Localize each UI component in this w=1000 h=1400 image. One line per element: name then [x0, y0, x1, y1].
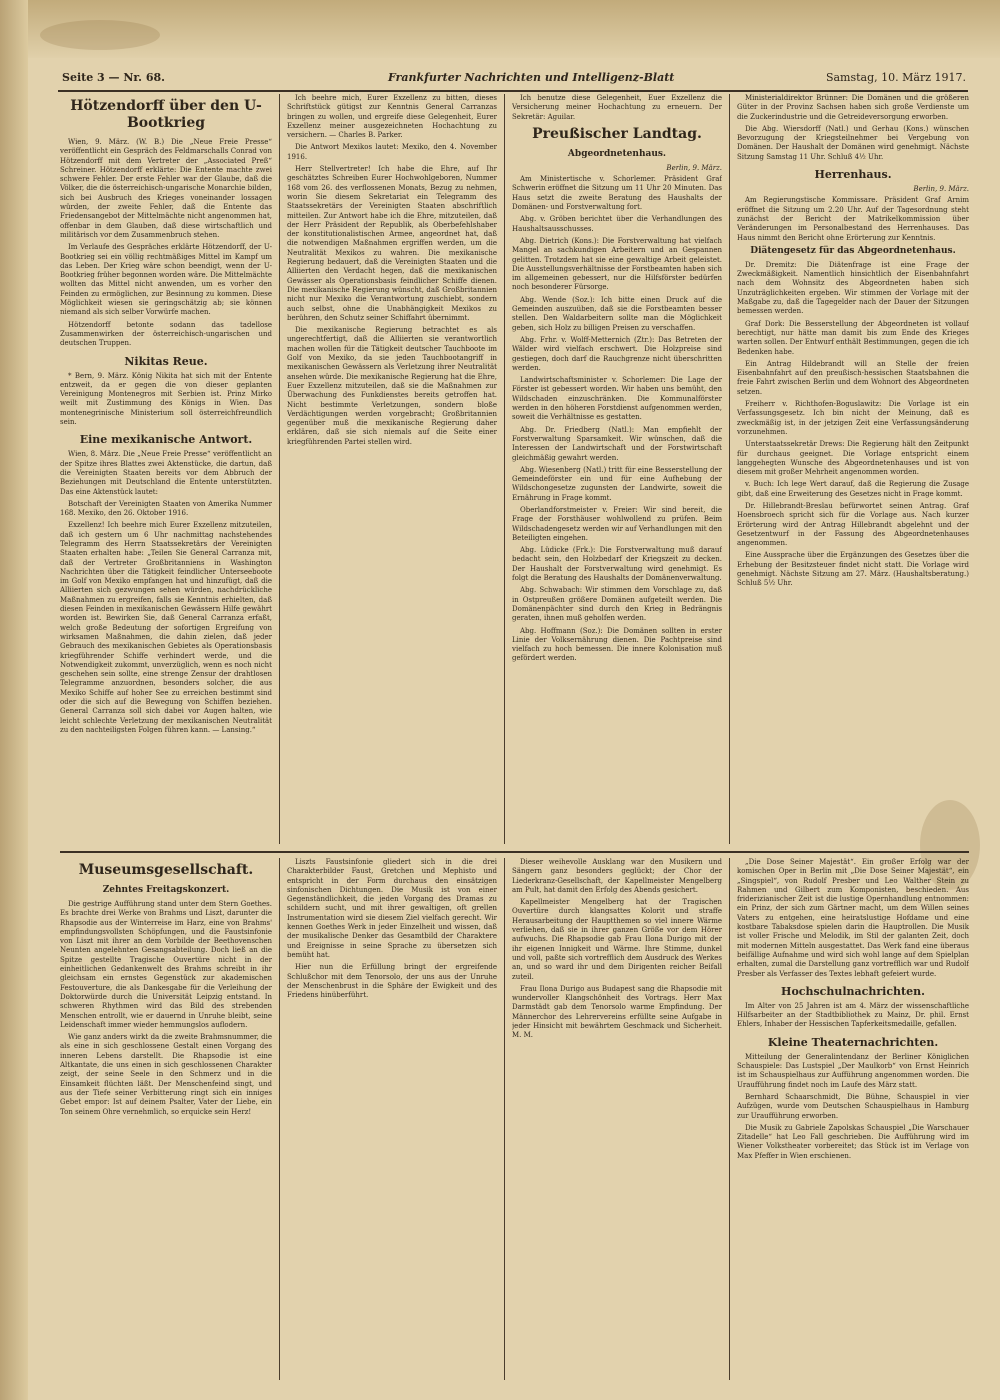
paragraph: Am Ministertische v. Schorlemer. Präsident Graf Schwerin eröffnet die Sitzung um 11 Uhr 20 Minuten. Das Haus setzt die zweite Beratung des Haushalts der Domänen- und Forstverwaltung fort.: [512, 175, 722, 212]
paragraph: Dieser weihevolle Ausklang war den Musikern und Sängern ganz besonders geglückt; der Chor der Liederkranz-Gesellschaft, der Kapellmeister Mengelberg am Pult, hat damit den Erfolg des Abends gesichert.: [512, 858, 722, 894]
paragraph: Botschaft der Vereinigten Staaten von Amerika Nummer 168. Mexiko, den 26. Oktober 1916.: [60, 499, 272, 518]
page-header: [58, 66, 968, 92]
column-rule: [504, 858, 505, 1380]
paragraph: Ich benutze diese Gelegenheit, Euer Exzellenz die Versicherung meiner Hochachtung zu erneuern. Der Sekretär: Aguilar.: [512, 94, 722, 121]
newspaper-title: Frankfurter Nachrichten und Intelligenz-Blatt: [388, 71, 675, 84]
section-separator: [60, 851, 969, 853]
paragraph: Unterstaatssekretär Drews: Die Regierung hält den Zeitpunkt für durchaus geeignet. Die Vorlage entspricht einem langgehegten Wunsche des Abgeordnetenhauses und ist von diesem mit großer Mehrheit angenommen worden.: [737, 440, 969, 477]
paragraph: Im Verlaufe des Gespräches erklärte Hötzendorff, der U-Bootkrieg sei ein völlig rechtmäßiges Mittel im Kampf um das Leben. Der Krieg wäre schon beendigt, wenn der U-Bootkrieg früher begonnen worden wäre. Die Mittelmächte wollten das Mittel nicht anwenden, um es vorher den Feinden zu ermöglichen, zur Besinnung zu kommen. Diese Möglichkeit wiesen sie geringschätzig ab; sie können niemand als sich selber Vorwürfe machen.: [60, 243, 272, 317]
paragraph: Die mexikanische Regierung betrachtet es als ungerechtfertigt, daß die Alliierten sie verantwortlich machen wollen für die Tätigkeit deutscher Tauchboote im Golf von Mexiko, da sie jeden Tauchbootangriff in mexikanischen Gewässern als Verletzung ihrer Neutralität ansehen würde. Die mexikanische Regierung hat die Ehre, Euer Exzellenz mitzuteilen, daß sie die Maßnahmen zur Überwachung des Funkdienstes bereits getroffen hat. Nicht bestimmte Verletzungen, sondern bloße Verdächtigungen werden vorgebracht; Großbritannien gegenüber muß die mexikanische Regierung daher erklären, daß sie sich niemals auf die Seite einer kriegführenden Partei stellen wird.: [287, 326, 497, 446]
paragraph: Ich beehre mich, Eurer Exzellenz zu bitten, dieses Schriftstück gütigst zur Kenntnis General Carranzas bringen zu wollen, und ergreife diese Gelegenheit, Eurer Exzellenz meiner ausgezeichneten Hochachtung zu versichern. — Charles B. Parker.: [287, 94, 497, 140]
paragraph: Abg. Lüdicke (Frk.): Die Forstverwaltung muß darauf bedacht sein, den Holzbedarf der Kriegszeit zu decken. Der Haushalt der Forstverwaltung wird genehmigt. Es folgt die Beratung des Haushalts der Domänenverwaltung.: [512, 546, 722, 583]
paragraph: Abg. Schwabach: Wir stimmen dem Vorschlage zu, daß in Ostpreußen größere Domänen aufgeteilt werden. Die Domänenpächter sind durch den Krieg in Bedrängnis geraten, ihnen muß geholfen werden.: [512, 586, 722, 623]
feuilleton-column-1: [60, 858, 272, 1380]
paragraph: Bernhard Schaarschmidt, Die Bühne, Schauspiel in vier Aufzügen, wurde vom Deutschen Schauspielhaus in Hamburg zur Uraufführung erworben.: [737, 1092, 969, 1120]
paragraph: * Bern, 9. März. König Nikita hat sich mit der Entente entzweit, da er gegen die von dieser geplanten Vereinigung Montenegros mit Serbien ist. Prinz Mirko weilt mit Zustimmung des Königs in Wien. Das montenegrinische Ministerium soll österreichfreundlich sein.: [60, 371, 272, 427]
paragraph: Ein Antrag Hildebrandt will an Stelle der freien Eisenbahnfahrt auf den preußisch-hessischen Staatsbahnen die freie Fahrt zwischen Berlin und dem Wohnort des Abgeordneten setzen.: [737, 359, 969, 396]
paragraph: Mitteilung der Generalintendanz der Berliner Königlichen Schauspiele: Das Lustspiel „Der Maulkorb“ von Ernst Heinrich ist im Schauspielhaus zur Aufführung angenommen worden. Die Uraufführung findet noch im Laufe des März statt.: [737, 1052, 969, 1089]
paragraph: Frau Ilona Durigo aus Budapest sang die Rhapsodie mit wundervoller Klangschönheit des Vortrags. Herr Max Darmstädt gab dem Tenorsolo warme Empfindung. Der Männerchor des Lehrervereins erfüllte seine Aufgabe in jeder Hinsicht mit bewährtem Geschmack und Sicherheit. M. M.: [512, 984, 722, 1040]
paragraph: Im Alter von 25 Jahren ist am 4. März der wissenschaftliche Hilfsarbeiter an der Stadtbibliothek zu Mainz, Dr. phil. Ernst Ehlers, Inhaber der Hessischen Tapferkeitsmedaille, gefallen.: [737, 1001, 969, 1029]
paragraph: Dr. Dremitz: Die Diätenfrage ist eine Frage der Zweckmäßigkeit. Namentlich hinsichtlich der Eisenbahnfahrt nach dem Wohnsitz des Abgeordneten haben sich Unzuträglichkeiten ergeben. Wir stimmen der Vorlage mit der Maßgabe zu, daß die Tagegelder nach der Dauer der Sitzungen bemessen werden.: [737, 260, 969, 316]
paragraph: Eine Aussprache über die Ergänzungen des Gesetzes über die Erhebung der Besitzsteuer findet nicht statt. Die Vorlage wird genehmigt. Nächste Sitzung am 27. März. (Haushaltsberatung.) Schluß 5½ Uhr.: [737, 551, 969, 588]
article-subtitle-museum: Zehntes Freitagskonzert.: [102, 885, 230, 895]
paragraph: Abg. Frhr. v. Wolff-Metternich (Ztr.): Das Betreten der Wälder wird vielfach erschwert. Die Holzpreise sind gestiegen, doch darf die Rauchgrenze nicht überschritten werden.: [512, 335, 722, 372]
paragraph: Dr. Hillebrandt-Breslau befürwortet seinen Antrag. Graf Hoensbroech spricht sich für die Vorlage aus. Nach kurzer Erörterung wird der Antrag Hillebrandt abgelehnt und der Gesetzentwurf in der Fassung des Abgeordnetenhauses angenommen.: [737, 501, 969, 548]
page-number: Seite 3 — Nr. 68.: [62, 71, 165, 84]
paragraph: Abg. Dr. Friedberg (Natl.): Man empfiehlt der Forstverwaltung Sparsamkeit. Wir wünschen, daß die Interessen der Landwirtschaft und der Forstwirtschaft gleichmäßig gewahrt werden.: [512, 425, 722, 462]
paragraph: Am Regierungstische Kommissare. Präsident Graf Arnim eröffnet die Sitzung um 2.20 Uhr. Auf der Tagesordnung steht zunächst der Bericht der Matrikelkommission über Veränderungen im Personalbestand des Herrenhauses. Das Haus nimmt den Bericht ohne Erörterung zur Kenntnis.: [737, 196, 969, 242]
column-rule: [279, 94, 280, 844]
column-3: [512, 94, 722, 844]
paragraph: Landwirtschaftsminister v. Schorlemer: Die Lage der Förster ist gebessert worden. Wir haben uns bemüht, den Wildschaden einzuschränken. Die Kommunalförster werden in den höheren Forstdienst aufgenommen werden, soweit die Verhältnisse es gestatten.: [512, 376, 722, 422]
paragraph: Oberlandforstmeister v. Freier: Wir sind bereit, die Frage der Forsthäuser wohlwollend zu prüfen. Beim Wildschadengesetz werden wir auf Verhandlungen mit den Beteiligten eingehen.: [512, 505, 722, 542]
column-rule: [729, 94, 730, 844]
article-title-hochschul: Hochschulnachrichten.: [781, 984, 925, 998]
article-subtitle-landtag: Abgeordnetenhaus.: [567, 148, 667, 159]
feuilleton-column-2: [287, 858, 497, 1380]
article-title-museum: Museumsgesellschaft.: [78, 862, 254, 878]
article-title-mexiko: Eine mexikanische Antwort.: [79, 433, 253, 447]
column-4: [737, 94, 969, 844]
paragraph: Ministerialdirektor Brünner: Die Domänen und die größeren Güter in der Provinz Sachsen haben sich große Verdienste um die Zuckerindustrie und die Getreideversorgung erworben.: [737, 94, 969, 121]
paragraph: Abg. Wiesenberg (Natl.) tritt für eine Besserstellung der Gemeindeförster ein und für eine Aufhebung der Wildschongesetze zugunsten der Landwirte, soweit die Ernährung in Frage kommt.: [512, 465, 722, 502]
paragraph: Wien, 9. März. (W. B.) Die „Neue Freie Presse“ veröffentlicht ein Gespräch des Feldmarschalls Conrad von Hötzendorff mit dem Vertreter der „Associated Preß“ Schreiner. Hötzendorff erklärte: Die Entente machte zwei schwere Fehler. Der erste Fehler war der Glaube, daß die Völker, die die österreichisch-ungarische Monarchie bilden, sich bei Ausbruch des Krieges voneinander lossagen würden, der zweite Fehler, daß die Entente das Friedensangebot der Mittelmächte nicht angenommen hat, offenbar in dem Glauben, daß diese wirtschaftlich und militärisch vor dem Zusammenbruch stehen.: [60, 138, 272, 239]
feuilleton-column-3: [512, 858, 722, 1380]
paragraph: Herr Stellvertreter! Ich habe die Ehre, auf Ihr geschätztes Schreiben Eurer Hochwohlgeboren, Nummer 168 vom 26. des verflossenen Monats, Bezug zu nehmen, worin Sie diesem Sekretariat ein Telegramm des Staatssekretärs der Vereinigten Staaten abschriftlich mitteilen. Zur Antwort habe ich die Ehre, mitzuteilen, daß der Herr Präsident der Republik, als Oberbefehlshaber der konstitutionalistischen Armee, angeordnet hat, daß die notwendigen Maßnahmen ergriffen werden, um die Neutralität Mexikos zu wahren. Die mexikanische Regierung bedauert, daß die Vereinigten Staaten und die Alliierten den Verdacht hegen, daß die mexikanischen Gewässer als Operationsbasis feindlicher Schiffe dienen. Die mexikanische Regierung wünscht, daß Großbritannien nicht nur Mexiko die Verantwortung zuschiebt, sondern auch selbst, ohne die Unabhängigkeit Mexikos zu berühren, den Schutz seiner Schiffahrt übernimmt.: [287, 165, 497, 322]
paragraph: Freiherr v. Richthofen-Boguslawitz: Die Vorlage ist ein Verfassungsgesetz. Ich bin nicht der Meinung, daß es zweckmäßig ist, in der jetzigen Zeit eine Verfassungsänderung vorzunehmen.: [737, 400, 969, 436]
paragraph: Abg. v. Gröben berichtet über die Verhandlungen des Haushaltsausschusses.: [512, 215, 722, 233]
article-title-uboot: Hötzendorff über den U-Bootkrieg: [70, 98, 262, 131]
paragraph: Hier nun die Erfüllung bringt der ergreifende Schlußchor mit dem Tenorsolo, der uns aus der Unruhe der Menschenbrust in die Sphäre der Ewigkeit und des Friedens hinüberführt.: [287, 963, 497, 1000]
paragraph: Exzellenz! Ich beehre mich Eurer Exzellenz mitzuteilen, daß ich gestern um 6 Uhr nachmittag nachstehendes Telegramm des Herrn Staatssekretärs der Vereinigten Staaten erhalten habe: „Teilen Sie General Carranza mit, daß der Vertreter Großbritanniens in Washington Nachrichten über die Tätigkeit feindlicher Unterseeboote im Golf von Mexiko empfangen hat und hinzufügt, daß die Alliierten sich gezwungen sehen würden, nachdrückliche Maßnahmen zu ergreifen, falls sie Kenntnis erhielten, daß diesen Feinden in mexikanischen Gewässern Hilfe gewährt worden ist. Bewirken Sie, daß General Carranza erfaßt, welch große Bedeutung der sofortigen Ergreifung von wirksamen Maßnahmen, die dahin zielen, daß jeder Gebrauch des mexikanischen Gebietes als Operationsbasis kriegführender Schiffe verhindert werde, und die Notwendigkeit zukommt, unverzüglich, wenn es noch nicht geschehen sein sollte, eine strenge Zensur der drahtlosen Telegramme anzuordnen, besonders solcher, die aus Mexiko Schiffe auf hoher See zu erreichen bestimmt sind oder die sich auf die Bewegung von Schiffen beziehen. General Carranza soll sich dabei vor Augen halten, wie leicht schlechte Verletzung der mexikanischen Neutralität zu den nachteiligsten Folgen führen kann. — Lansing.“: [60, 521, 272, 734]
paragraph: Die gestrige Aufführung stand unter dem Stern Goethes. Es brachte drei Werke von Brahms und Liszt, darunter die Rhapsodie aus der Winterreise im Harz, eine von Brahms' empfindungsvollsten Schöpfungen, und die Faustsinfonie von Liszt mit ihrer an dem Vorbilde der Beethovenschen Neunten angelehnten Gesangsabteilung. Doch ließ an die Spitze gestellte Tragische Ouvertüre nicht in der einheitlichen Gedankenwelt des Brahms schreibt in ihr gleichsam ein ernstes Gegenstück zur akademischen Festouverture, die als Dankesgabe für die Verleihung der Doktorwürde durch die Universität Leipzig entstand. In schweren Rhythmen wird das Bild des strebenden Menschen entrollt, wie er dauernd in Unruhe bleibt, seine Leidenschaft immer wieder hemmungslos auflodern.: [60, 900, 272, 1029]
paragraph: Wien, 8. März. Die „Neue Freie Presse“ veröffentlicht an der Spitze ihres Blattes zwei Aktenstücke, die dartun, daß die Vereinigten Staaten bereits vor dem Abbruch der Beziehungen mit Deutschland die Entente unterstützten. Das eine Aktenstück lautet:: [60, 450, 272, 496]
column-2: [287, 94, 497, 844]
paragraph: Kapellmeister Mengelberg hat der Tragischen Ouvertüre durch klangsattes Kolorit und straffe Herausarbeitung der Hauptthemen so viel innere Wärme verliehen, daß sie in ihrer ganzen Größe vor dem Hörer aufwuchs. Die Rhapsodie gab Frau Ilona Durigo mit der ihr eigenen Innigkeit und Wärme. Ihre Stimme, dunkel und voll, paßte sich vortrefflich dem Ausdruck des Werkes an, und so ward ihr und dem Dirigenten reicher Beifall zuteil.: [512, 898, 722, 981]
column-rule: [504, 94, 505, 844]
feuilleton-column-4: [737, 858, 969, 1380]
paragraph: „Die Dose Seiner Majestät“. Ein großer Erfolg war der komischen Oper in Berlin mit „Die Dose Seiner Majestät“, ein „Singspiel“, von Rudolf Presber und Leo Walther Stein zu Rahmen und Gilbert zum Komponisten, beschieden. Aus friderizianischer Zeit ist die lustige Opernhandlung entnommen: ein Prinz, der sich zum Gärtner macht, um dem Willen seines Vaters zu entgehen, eine heiratslustige Hofdame und eine kostbare Tabaksdose spielen darin die Hauptrollen. Die Musik ist voller Frische und Melodik, im Stil der galanten Zeit, doch mit modernen Mitteln ausgestattet. Das Werk fand eine überaus beifällige Aufnahme und wird sich wohl lange auf dem Spielplan erhalten, zumal die Darstellung ganz vortrefflich war und Rudolf Presber als Verfasser des Textes lebhaft gefeiert wurde.: [737, 858, 969, 978]
paragraph: Die Musik zu Gabriele Zapolskas Schauspiel „Die Warschauer Zitadelle“ hat Leo Fall geschrieben. Die Aufführung wird im Wiener Volkstheater vorbereitet; das Stück ist im Verlage von Max Pfeffer in Wien erschienen.: [737, 1123, 969, 1160]
dateline: Berlin, 9. März.: [666, 163, 722, 172]
paragraph: Die Antwort Mexikos lautet: Mexiko, den 4. November 1916.: [287, 143, 497, 161]
paragraph: Abg. Wende (Soz.): Ich bitte einen Druck auf die Gemeinden auszuüben, daß sie die Forstbeamten besser stellen. Den Waldarbeitern sollte man die Möglichkeit geben, sich Holz zu billigen Preisen zu verschaffen.: [512, 295, 722, 332]
paragraph: Abg. Hoffmann (Soz.): Die Domänen sollten in erster Linie der Volksernährung dienen. Die Pachtpreise sind vielfach zu hoch bemessen. Die innere Kolonisation muß gefördert werden.: [512, 626, 722, 663]
paper-edge-left: [0, 0, 28, 1400]
paragraph: Die Abg. Wiersdorff (Natl.) und Gerhau (Kons.) wünschen Bevorzugung der Kriegsteilnehmer bei Vergebung von Domänen. Der Haushalt der Domänen wird genehmigt. Nächste Sitzung Samstag 11 Uhr. Schluß 4½ Uhr.: [737, 124, 969, 161]
paragraph: Wie ganz anders wirkt da die zweite Brahmsnummer, die als eine in sich geschlossene Gestalt einen Vorgang des inneren Lebens darstellt. Die Rhapsodie ist eine Altkantate, die uns einen in sich geschlossenen Charakter zeigt, der seine Seele in den Schmerz und in die Einsamkeit flüchten läßt. Der Menschenfeind singt, und aus der Tiefe seiner Verbitterung ringt sich ein inniges Gebet empor: Ist auf deinem Psalter, Vater der Liebe, ein Ton seinem Ohre vernehmlich, so erquicke sein Herz!: [60, 1033, 272, 1116]
article-title-landtag: Preußischer Landtag.: [532, 125, 702, 142]
paper-stain: [40, 20, 160, 50]
article-title-herrenhaus: Herrenhaus.: [814, 168, 892, 182]
paragraph: Abg. Dietrich (Kons.): Die Forstverwaltung hat vielfach Mangel an sachkundigen Arbeitern und an Gespannen gelitten. Trotzdem hat sie eine gewaltige Arbeit geleistet. Die Ausstellungsverhältnisse der Forstbeamten haben sich im allgemeinen gebessert, nur die Hilfsförster bedürfen noch besonderer Fürsorge.: [512, 236, 722, 292]
paragraph: Graf Dork: Die Besserstellung der Abgeordneten ist vollauf berechtigt, nur hätte man damit bis zum Ende des Krieges warten sollen. Der Entwurf enthält Bestimmungen, gegen die ich Bedenken habe.: [737, 319, 969, 356]
section-subheading: Diätengesetz für das Abgeordnetenhaus.: [750, 245, 956, 256]
column-1: [60, 94, 272, 844]
article-title-nikitas: Nikitas Reue.: [124, 354, 208, 368]
paragraph: Liszts Faustsinfonie gliedert sich in die drei Charakterbilder Faust, Gretchen und Mephisto und entspricht in der Form durchaus den einsätzigen sinfonischen Dichtungen. Die Musik ist von einer Gegenständlichkeit, die jeden Vorgang des Dramas zu schildern sucht, und mit ihrer gewaltigen, oft grellen Instrumentation wird sie diesem Ziel vielfach gerecht. Wir kennen Goethes Werk in jeder Einzelheit und wissen, daß der musikalische Denker das Gesamtbild der Charaktere und Ereignisse in seine Sprache zu übersetzen sich bemüht hat.: [287, 858, 497, 959]
column-rule: [729, 858, 730, 1380]
dateline: Berlin, 9. März.: [913, 185, 969, 194]
article-title-theater: Kleine Theaternachrichten.: [767, 1035, 939, 1049]
issue-date: Samstag, 10. März 1917.: [825, 71, 966, 84]
column-rule: [279, 858, 280, 1380]
paragraph: Hötzendorff betonte sodann das tadellose Zusammenwirken der österreichisch-ungarischen und deutschen Truppen.: [60, 320, 272, 348]
paragraph: v. Buch: Ich lege Wert darauf, daß die Regierung die Zusage gibt, daß eine Erweiterung des Gesetzes nicht in Frage kommt.: [737, 480, 969, 498]
